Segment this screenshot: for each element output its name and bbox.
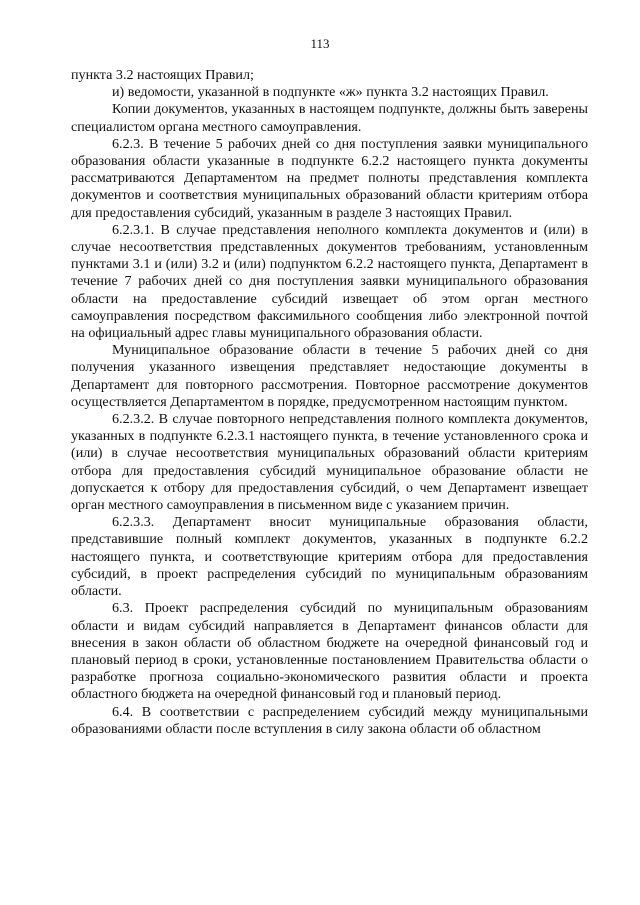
paragraph: 6.4. В соответствии с распределением субсидий между муниципальными образованиями области после вступления в силу закона области об областном	[71, 703, 588, 737]
paragraph: 6.2.3.3. Департамент вносит муниципальные образования области, представившие полный комплект документов, указанных в подпункте 6.2.2 настоящего пункта, и соответствующие критериям отбора для предоставления субсидий, в проект распределения субсидий по муниципальным образованиям области.	[71, 514, 588, 600]
paragraph: 6.3. Проект распределения субсидий по муниципальным образованиям области и видам субсидий направляется в Департамент финансов области для внесения в закон области об областном бюджете на очередной финансовый год и плановый период в сроки, установленные постановлением Правительства области о разработке прогноза социально-экономического развития области и проекта областного бюджета на очередной финансовый год и плановый период.	[71, 600, 588, 703]
paragraph: Муниципальное образование области в течение 5 рабочих дней со дня получения указанного извещения представляет недостающие документы в Департамент для повторного рассмотрения. Повторное рассмотрение документов осуществляется Департаментом в порядке, предусмотренном настоящим пунктом.	[71, 342, 588, 410]
paragraph: 6.2.3.2. В случае повторного непредставления полного комплекта документов, указанных в подпункте 6.2.3.1 настоящего пункта, в течение установленного срока и (или) в случае несоответствия муниципальных образований области критериям отбора для предоставления субсидий муниципальное образование области не допускается к отбору для предоставления субсидий, о чем Департамент извещает орган местного самоуправления в письменном виде с указанием причин.	[71, 411, 588, 514]
paragraph: 6.2.3.1. В случае представления неполного комплекта документов и (или) в случае несоответствия представленных документов требованиям, установленным пунктами 3.1 и (или) 3.2 и (или) подпунктом 6.2.2 настоящего пункта, Департамент в течение 7 рабочих дней со дня поступления заявки муниципального образования области на предоставление субсидий извещает об этом орган местного самоуправления посредством факсимильного сообщения либо электронной почтой на официальный адрес главы муниципального образования области.	[71, 221, 588, 342]
page-number: 113	[310, 36, 330, 51]
paragraph: 6.2.3. В течение 5 рабочих дней со дня поступления заявки муниципального образования области указанные в подпункте 6.2.2 настоящего пункта документы рассматриваются Департаментом на предмет полноты представления комплекта документов и соответствия муниципальных образований области критериям отбора для предоставления субсидий, указанным в разделе 3 настоящих Правил.	[71, 135, 588, 221]
document-body	[71, 67, 588, 738]
paragraph: Копии документов, указанных в настоящем подпункте, должны быть заверены специалистом органа местного самоуправления.	[71, 101, 588, 135]
paragraph: и) ведомости, указанной в подпункте «ж» пункта 3.2 настоящих Правил.	[112, 84, 549, 101]
paragraph: пункта 3.2 настоящих Правил;	[71, 67, 254, 83]
